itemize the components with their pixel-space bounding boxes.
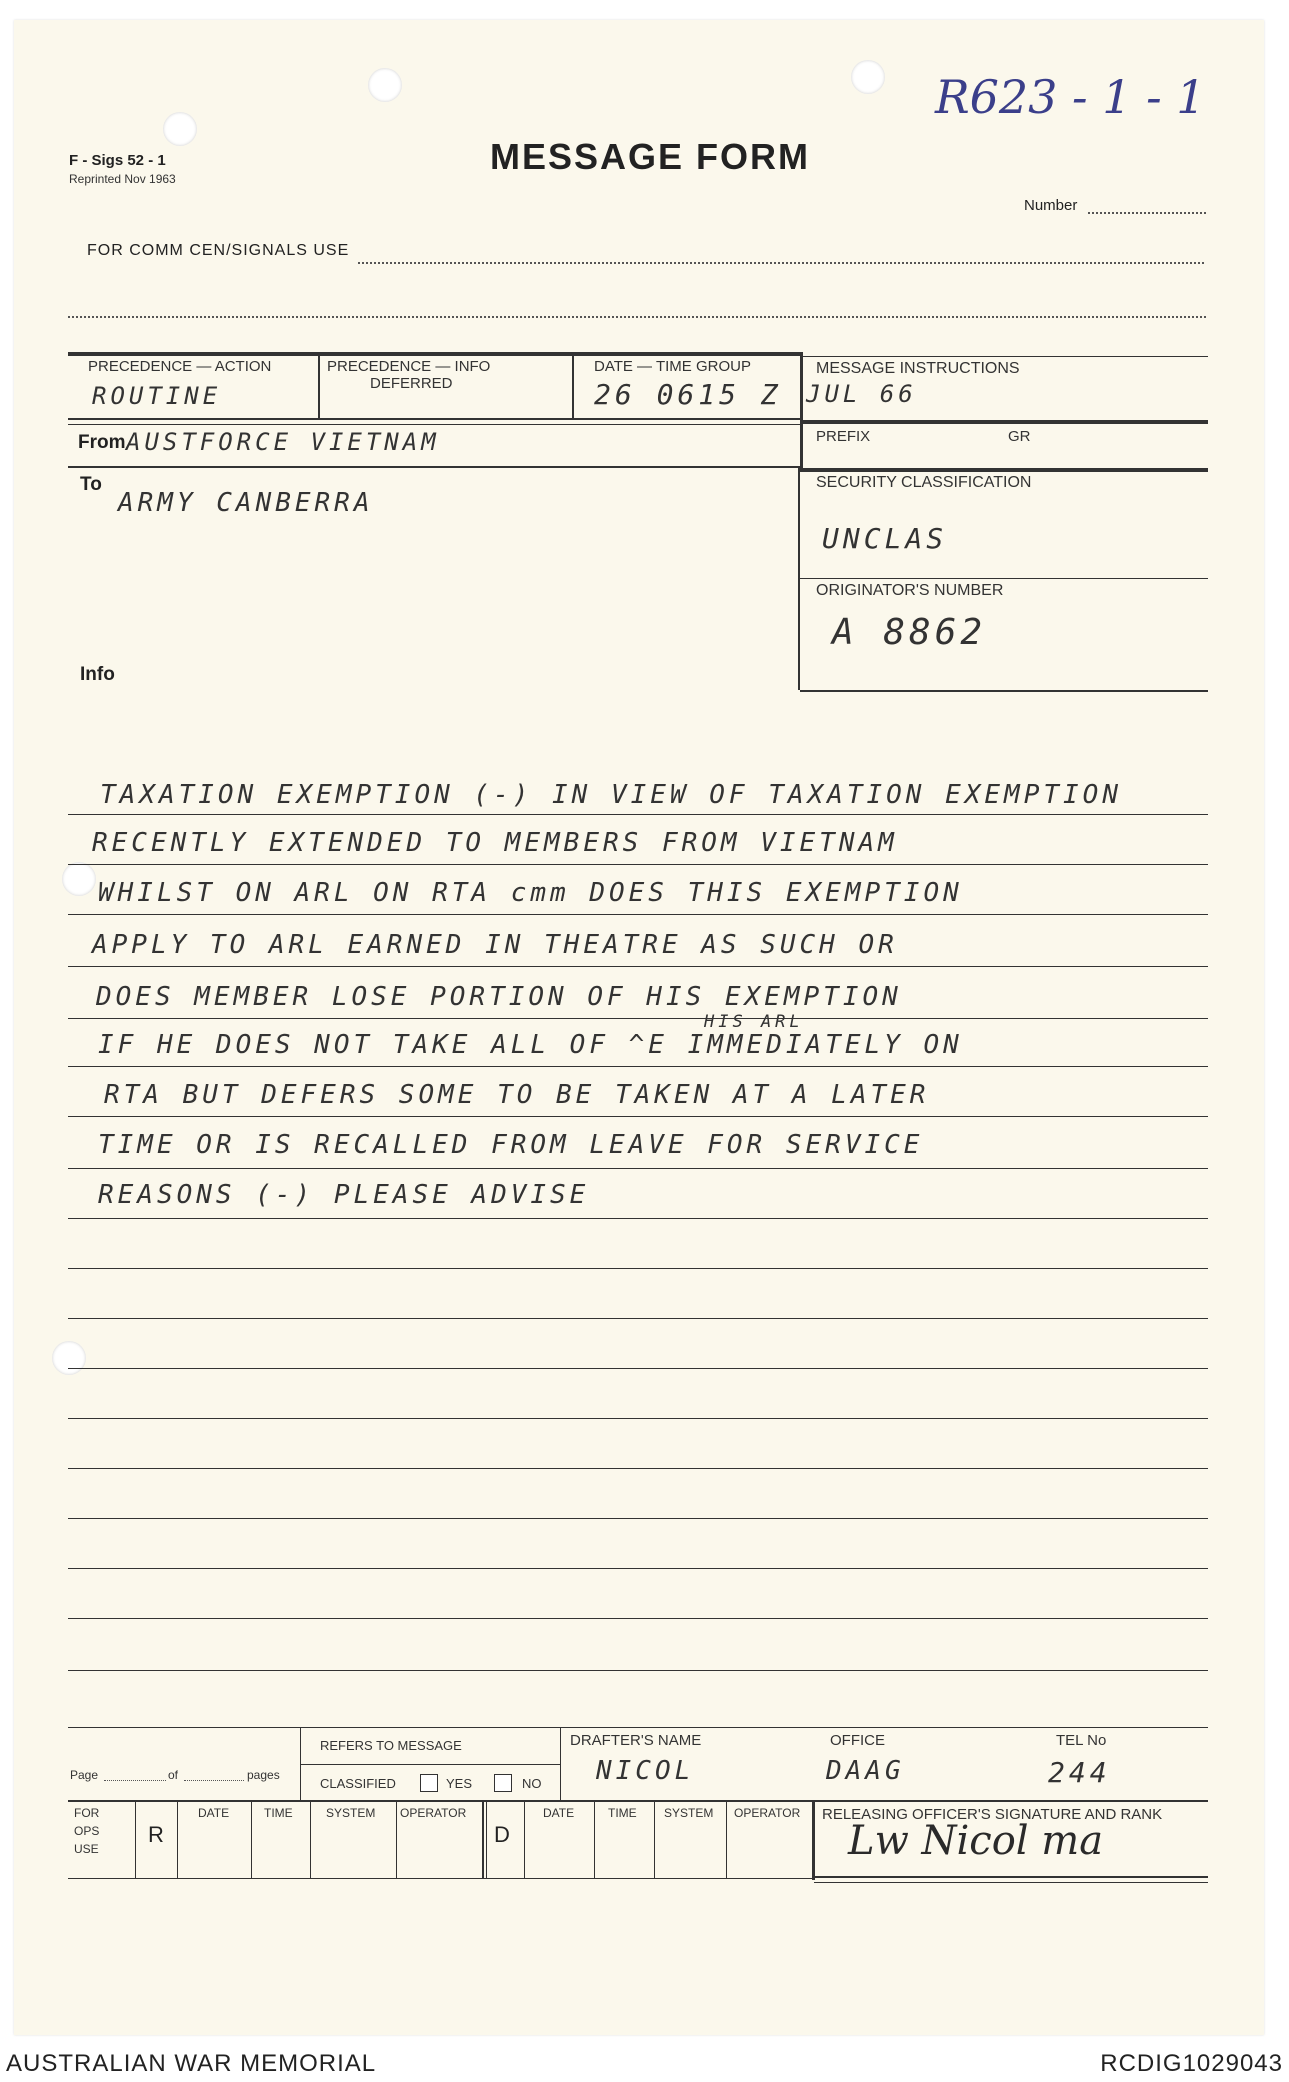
operator-label-r: OPERATOR	[400, 1806, 467, 1820]
tel-no-value: 244	[1048, 1756, 1111, 1789]
number-field	[1088, 212, 1206, 214]
ruled-line	[68, 1418, 1208, 1419]
divider	[135, 1800, 136, 1878]
divider	[800, 352, 803, 468]
operator-label-d: OPERATOR	[734, 1806, 801, 1820]
ruled-line	[68, 914, 1208, 915]
file-reference: R623 - 1 - 1	[935, 70, 1206, 124]
form-code: F - Sigs 52 - 1	[69, 152, 166, 169]
releasing-officer-signature: Lw Nicol ma	[848, 1818, 1104, 1864]
ruled-line	[68, 1268, 1208, 1269]
office-label: OFFICE	[830, 1732, 885, 1749]
ruled-line	[68, 1518, 1208, 1519]
message-line: RECENTLY EXTENDED TO MEMBERS FROM VIETNAM	[92, 828, 898, 858]
tel-no-label: TEL No	[1056, 1732, 1107, 1749]
divider	[812, 1800, 815, 1880]
rule	[68, 466, 800, 468]
archive-credit: AUSTRALIAN WAR MEMORIAL	[6, 2050, 377, 2077]
punch-hole	[163, 112, 197, 146]
comm-cen-label: FOR COMM CEN/SIGNALS USE	[87, 242, 350, 259]
yes-label: YES	[446, 1776, 473, 1791]
pages-label: pages	[247, 1768, 280, 1782]
rule	[68, 418, 800, 420]
divider	[594, 1800, 595, 1878]
of-field	[184, 1780, 244, 1781]
ops-use-label-3: USE	[74, 1842, 99, 1856]
to-value: ARMY CANBERRA	[118, 488, 374, 518]
ruled-line	[68, 1318, 1208, 1319]
rule	[800, 420, 1208, 424]
ruled-line	[68, 1168, 1208, 1169]
divider	[560, 1727, 561, 1800]
prefix-label: PREFIX	[816, 428, 871, 445]
message-instructions-value: JUL 66	[806, 380, 917, 408]
of-label: of	[168, 1768, 179, 1782]
to-label: To	[80, 474, 102, 495]
rule	[68, 424, 800, 425]
punch-hole	[368, 68, 402, 102]
divider	[486, 1800, 487, 1878]
punch-hole	[851, 60, 885, 94]
divider	[310, 1800, 311, 1878]
ops-row-bottom	[68, 1878, 814, 1879]
ruled-line	[68, 1618, 1208, 1619]
page-label: Page	[70, 1768, 99, 1782]
precedence-info-label: PRECEDENCE — INFO	[327, 358, 491, 375]
classified-no-checkbox[interactable]	[494, 1774, 512, 1792]
time-label-d: TIME	[608, 1806, 637, 1820]
message-instructions-label: MESSAGE INSTRUCTIONS	[816, 360, 1020, 377]
drafters-name-value: NICOL	[596, 1756, 695, 1786]
message-line: TIME OR IS RECALLED FROM LEAVE FOR SERVICE	[98, 1130, 924, 1160]
punch-hole	[62, 862, 96, 896]
divider	[251, 1800, 252, 1878]
message-line: DOES MEMBER LOSE PORTION OF HIS EXEMPTION	[96, 982, 902, 1012]
message-line: REASONS (-) PLEASE ADVISE	[98, 1180, 590, 1210]
dtg-label: DATE — TIME GROUP	[594, 358, 751, 375]
rule	[300, 1764, 560, 1765]
no-label: NO	[522, 1776, 542, 1791]
form-title: MESSAGE FORM	[490, 136, 811, 177]
info-label: Info	[80, 664, 115, 685]
comm-cen-field-2	[68, 316, 1206, 318]
ruled-line	[68, 1066, 1208, 1067]
ruled-line	[68, 1568, 1208, 1569]
precedence-info-deferred: DEFERRED	[370, 375, 453, 392]
from-value: AUSTFORCE VIETNAM	[126, 428, 440, 456]
system-label-d: SYSTEM	[664, 1806, 714, 1820]
message-line: APPLY TO ARL EARNED IN THEATRE AS SUCH OR	[92, 930, 898, 960]
release-row-bottom	[814, 1882, 1208, 1883]
d-label: D	[494, 1822, 510, 1847]
rule	[800, 468, 1208, 472]
date-label-d: DATE	[543, 1806, 575, 1820]
ops-use-label-1: FOR	[74, 1806, 100, 1820]
comm-cen-field	[358, 262, 1204, 264]
rule	[800, 690, 1208, 692]
from-label: From	[78, 432, 126, 453]
divider	[654, 1800, 655, 1878]
ops-use-label-2: OPS	[74, 1824, 100, 1838]
classified-yes-checkbox[interactable]	[420, 1774, 438, 1792]
reprint-note: Reprinted Nov 1963	[69, 172, 176, 186]
divider	[524, 1800, 525, 1878]
punch-hole	[52, 1341, 86, 1375]
divider	[396, 1800, 397, 1878]
top-box-border	[800, 356, 1208, 357]
ruled-line	[68, 966, 1208, 967]
originators-number-value: A 8862	[832, 612, 987, 653]
security-classification-label: SECURITY CLASSIFICATION	[816, 474, 1032, 491]
message-line: TAXATION EXEMPTION (-) IN VIEW OF TAXATION EXEMPTION	[100, 780, 1122, 810]
classified-label: CLASSIFIED	[320, 1776, 396, 1791]
top-box-border	[68, 352, 800, 356]
ruled-line	[68, 864, 1208, 865]
ruled-line	[68, 1018, 1208, 1019]
divider	[482, 1800, 484, 1878]
divider	[572, 352, 574, 418]
divider	[798, 468, 800, 690]
number-label: Number	[1024, 197, 1078, 214]
precedence-action-value: ROUTINE	[92, 382, 222, 410]
message-insertion: HIS ARL	[704, 1012, 804, 1032]
ops-row-top	[68, 1800, 1208, 1802]
ruled-line	[68, 1116, 1208, 1117]
time-label-r: TIME	[264, 1806, 293, 1820]
originators-number-label: ORIGINATOR'S NUMBER	[816, 582, 1004, 599]
date-label-r: DATE	[198, 1806, 230, 1820]
security-classification-value: UNCLAS	[822, 522, 948, 555]
releasing-officer-label: RELEASING OFFICER'S SIGNATURE AND RANK	[822, 1806, 1163, 1823]
ruled-line	[68, 814, 1208, 815]
gr-label: GR	[1008, 428, 1031, 445]
page-field	[104, 1780, 166, 1781]
divider	[726, 1800, 727, 1878]
office-value: DAAG	[826, 1756, 905, 1786]
refers-to-message-label: REFERS TO MESSAGE	[320, 1738, 462, 1753]
rule	[800, 578, 1208, 579]
ruled-line	[68, 1368, 1208, 1369]
ruled-line	[68, 1468, 1208, 1469]
message-line: IF HE DOES NOT TAKE ALL OF ^E IMMEDIATELY ON	[98, 1030, 963, 1060]
bottom-rule	[68, 1727, 1208, 1728]
divider	[318, 352, 320, 418]
drafters-name-label: DRAFTER'S NAME	[570, 1732, 702, 1749]
system-label-r: SYSTEM	[326, 1806, 376, 1820]
dtg-value: 26 0615 Z	[594, 378, 782, 411]
ruled-line	[68, 1670, 1208, 1671]
ruled-line	[68, 1218, 1208, 1219]
release-row-bottom	[814, 1876, 1208, 1878]
message-line: WHILST ON ARL ON RTA cmm DOES THIS EXEMPTION	[98, 878, 963, 908]
divider	[177, 1800, 178, 1878]
r-label: R	[148, 1822, 164, 1847]
archive-reference: RCDIG1029043	[1100, 2050, 1283, 2077]
message-line: RTA BUT DEFERS SOME TO BE TAKEN AT A LATER	[104, 1080, 930, 1110]
precedence-action-label: PRECEDENCE — ACTION	[88, 358, 272, 375]
